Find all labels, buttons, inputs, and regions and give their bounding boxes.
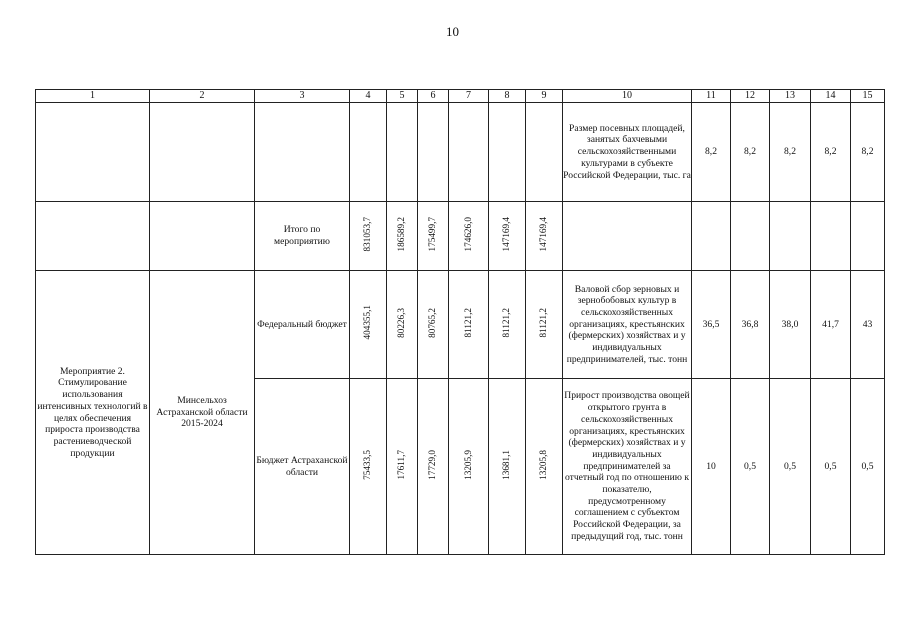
header-cell: 13 xyxy=(770,90,811,103)
vertical-value: 147169,4 xyxy=(538,216,549,252)
empty-cell xyxy=(418,103,449,202)
empty-cell xyxy=(692,202,731,271)
vertical-value: 13205,8 xyxy=(538,449,549,480)
empty-cell xyxy=(770,202,811,271)
total-label: Итого по мероприятию xyxy=(255,202,350,271)
empty-cell xyxy=(387,103,418,202)
value-cell: 0,5 xyxy=(851,379,885,555)
vertical-value: 175499,7 xyxy=(427,216,438,252)
value-cell xyxy=(489,271,526,379)
value-cell: 8,2 xyxy=(770,103,811,202)
funding-source: Федеральный бюджет xyxy=(255,271,350,379)
vertical-value: 186589,2 xyxy=(396,216,407,252)
value-cell xyxy=(387,271,418,379)
value-cell: 41,7 xyxy=(811,271,851,379)
value-cell xyxy=(449,271,489,379)
header-cell: 15 xyxy=(851,90,885,103)
value-cell xyxy=(526,202,563,271)
value-cell: 10 xyxy=(692,379,731,555)
indicator-cell: Валовой сбор зерновых и зернобобовых культур в сельскохозяйственных организациях, крестьянских (фермерских) хозяйствах и у индивидуальных предпринимателей, тыс. тонн xyxy=(563,271,692,379)
value-cell xyxy=(418,379,449,555)
value-cell xyxy=(526,271,563,379)
value-cell xyxy=(489,202,526,271)
page-number: 10 xyxy=(446,24,459,39)
value-cell xyxy=(526,379,563,555)
header-cell: 11 xyxy=(692,90,731,103)
header-cell: 2 xyxy=(150,90,255,103)
vertical-value: 17729,0 xyxy=(427,449,438,480)
value-cell xyxy=(418,202,449,271)
value-cell: 38,0 xyxy=(770,271,811,379)
value-cell xyxy=(350,271,387,379)
vertical-value: 13681,1 xyxy=(501,449,512,480)
header-cell: 5 xyxy=(387,90,418,103)
value-cell xyxy=(350,379,387,555)
table-row xyxy=(36,271,885,379)
vertical-value: 81121,2 xyxy=(538,307,549,338)
value-cell xyxy=(418,271,449,379)
vertical-value: 80765,2 xyxy=(427,307,438,338)
value-cell xyxy=(489,379,526,555)
empty-cell xyxy=(150,202,255,271)
header-cell: 7 xyxy=(449,90,489,103)
vertical-value: 13205,9 xyxy=(462,449,473,480)
header-cell: 14 xyxy=(811,90,851,103)
vertical-value: 81121,2 xyxy=(501,307,512,338)
vertical-value: 81121,2 xyxy=(462,307,473,338)
vertical-value: 80226,3 xyxy=(396,307,407,338)
header-cell: 6 xyxy=(418,90,449,103)
empty-cell xyxy=(255,103,350,202)
value-cell: 0,5 xyxy=(770,379,811,555)
vertical-value: 831053,7 xyxy=(362,216,373,252)
empty-cell xyxy=(851,202,885,271)
value-cell: 0,5 xyxy=(731,379,770,555)
value-cell: 0,5 xyxy=(811,379,851,555)
event-cell: Мероприятие 2. Стимулирование использования интенсивных технологий в целях обеспечения прироста производства растениеводческой продукции xyxy=(36,271,150,555)
header-row xyxy=(36,90,885,103)
table-row xyxy=(36,103,885,202)
vertical-value: 75433,5 xyxy=(362,449,373,480)
value-cell: 36,8 xyxy=(731,271,770,379)
value-cell: 36,5 xyxy=(692,271,731,379)
header-cell: 10 xyxy=(563,90,692,103)
value-cell xyxy=(449,202,489,271)
executor-cell: Минсельхоз Астраханской области 2015-2024 xyxy=(150,271,255,555)
indicator-cell: Размер посевных площадей, занятых бахчевыми сельскохозяйственными культурами в субъекте Российской Федерации, тыс. га xyxy=(563,103,692,202)
header-cell: 1 xyxy=(36,90,150,103)
table-row xyxy=(36,202,885,271)
vertical-value: 174626,0 xyxy=(462,216,473,252)
header-cell: 9 xyxy=(526,90,563,103)
empty-cell xyxy=(449,103,489,202)
value-cell xyxy=(449,379,489,555)
empty-cell xyxy=(526,103,563,202)
value-cell: 8,2 xyxy=(851,103,885,202)
funding-source: Бюджет Астраханской области xyxy=(255,379,350,555)
value-cell: 8,2 xyxy=(731,103,770,202)
value-cell: 8,2 xyxy=(692,103,731,202)
program-table xyxy=(35,89,885,555)
vertical-value: 17611,7 xyxy=(396,449,407,480)
header-cell: 3 xyxy=(255,90,350,103)
vertical-value: 147169,4 xyxy=(501,216,512,252)
indicator-cell: Прирост производства овощей открытого грунта в сельскохозяйственных организациях, крестьянских (фермерских) хозяйствах и у индивидуальных предпринимателей за отчетный год по отношению к показателю, предусмотренному соглашением с субъектом Российской Федерации, за предыдущий год, тыс. тонн xyxy=(563,379,692,555)
empty-cell xyxy=(563,202,692,271)
value-cell: 43 xyxy=(851,271,885,379)
empty-cell xyxy=(350,103,387,202)
value-cell xyxy=(387,202,418,271)
vertical-value: 404355,1 xyxy=(362,305,373,340)
empty-cell xyxy=(36,202,150,271)
header-cell: 8 xyxy=(489,90,526,103)
value-cell xyxy=(350,202,387,271)
value-cell xyxy=(387,379,418,555)
empty-cell xyxy=(731,202,770,271)
empty-cell xyxy=(36,103,150,202)
empty-cell xyxy=(150,103,255,202)
header-cell: 4 xyxy=(350,90,387,103)
empty-cell xyxy=(811,202,851,271)
header-cell: 12 xyxy=(731,90,770,103)
value-cell: 8,2 xyxy=(811,103,851,202)
empty-cell xyxy=(489,103,526,202)
